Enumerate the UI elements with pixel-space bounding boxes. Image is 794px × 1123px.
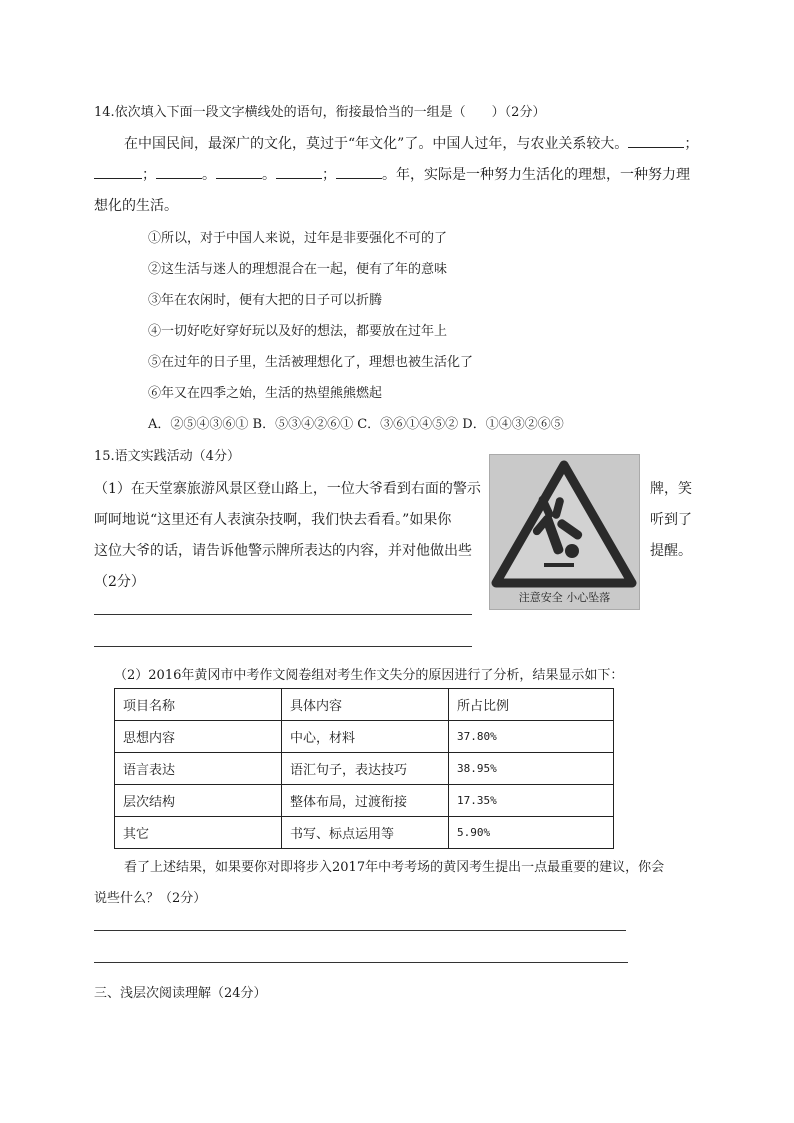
punct-semicolon: ； [684, 136, 699, 152]
table-cell: 中心，材料 [282, 721, 449, 753]
section3-heading: 三、浅层次阅读理解（24分） [94, 986, 267, 1001]
table-cell: 37.80% [449, 721, 614, 753]
answer-blank[interactable] [336, 166, 382, 179]
q14-option-5: ⑤在过年的日子里，生活被理想化了，理想也被生活化了 [148, 355, 474, 370]
q14-option-3: ③年在农闲时，便有大把的日子可以折腾 [148, 293, 383, 308]
punct-semicolon: ； [322, 167, 336, 183]
table-header-cell: 具体内容 [282, 689, 449, 721]
q15-part1-line3: 这位大爷的话，请告诉他警示牌所表达的内容，并对他做出些 [94, 543, 472, 559]
q14-paragraph-text2: 。年，实际是一种努力生活化的理想，一种努力理 [382, 167, 690, 183]
answer-blank[interactable] [216, 166, 262, 179]
table-header-cell: 所占比例 [449, 689, 614, 721]
error-analysis-table [114, 688, 614, 849]
table-cell: 38.95% [449, 753, 614, 785]
q14-option-2: ②这生活与迷人的理想混合在一起，便有了年的意味 [148, 262, 448, 277]
q14-paragraph-line1 [124, 133, 698, 153]
q15-part2-prompt-line1: 看了上述结果，如果要你对即将步入2017年中考考场的黄冈考生提出一点最重要的建议，你会 [124, 860, 665, 875]
table-cell: 语汇句子，表达技巧 [282, 753, 449, 785]
answer-line[interactable] [94, 614, 472, 615]
punct-semicolon: ； [142, 167, 156, 183]
q15-part1-line2: 呵呵地说“这里还有人表演杂技啊，我们快去看看。”如果你 [94, 512, 452, 528]
table-cell: 17.35% [449, 785, 614, 817]
sign-caption: 注意安全 小心坠落 [518, 591, 611, 604]
q15-heading: 15.语文实践活动（4分） [94, 449, 240, 464]
q15-part2-prompt-line2: 说些什么？（2分） [94, 891, 207, 906]
q15-part1-line4: （2分） [94, 574, 145, 590]
answer-line[interactable] [94, 646, 472, 647]
q14-option-4: ④一切好吃好穿好玩以及好的想法，都要放在过年上 [148, 324, 448, 339]
table-cell: 书写、标点运用等 [282, 817, 449, 849]
table-header-row [115, 689, 614, 721]
table-cell: 其它 [115, 817, 282, 849]
answer-line[interactable] [94, 930, 626, 931]
answer-blank[interactable] [276, 166, 322, 179]
q14-paragraph-text1: 在中国民间，最深广的文化，莫过于“年文化”了。中国人过年，与农业关系较大。 [124, 136, 629, 152]
warning-sign-image [489, 454, 640, 610]
answer-line[interactable] [94, 962, 628, 963]
answer-blank[interactable] [628, 135, 684, 148]
q15-part1-line3-right: 提醒。 [650, 543, 692, 559]
table-cell: 层次结构 [115, 785, 282, 817]
answer-blank[interactable] [94, 166, 142, 179]
q14-option-1: ①所以，对于中国人来说，过年是非要强化不可的了 [148, 231, 448, 246]
q15-part1-line1: （1）在天堂寨旅游风景区登山路上，一位大爷看到右面的警示 [94, 481, 481, 497]
punct-period: 。 [262, 167, 276, 183]
table-cell: 语言表达 [115, 753, 282, 785]
table-row [115, 753, 614, 785]
falling-person-warning-icon [490, 455, 639, 609]
table-row [115, 817, 614, 849]
table-cell: 5.90% [449, 817, 614, 849]
q14-answer-choices[interactable]: A．②⑤④③⑥① B．⑤③④②⑥① C．③⑥①④⑤② D．①④③②⑥⑤ [148, 417, 564, 432]
q14-heading: 14.依次填入下面一段文字横线处的语句，衔接最恰当的一组是（ ）（2分） [94, 105, 546, 120]
q15-part2-intro: （2）2016年黄冈市中考作文阅卷组对考生作文失分的原因进行了分析，结果显示如下： [114, 668, 624, 683]
q14-option-6: ⑥年又在四季之始，生活的热望熊熊燃起 [148, 386, 383, 401]
q15-part1-line1-right: 牌，笑 [650, 481, 692, 497]
answer-blank[interactable] [156, 166, 202, 179]
table-header-cell: 项目名称 [115, 689, 282, 721]
table-row [115, 721, 614, 753]
q14-paragraph-line2 [94, 164, 690, 184]
q14-paragraph-line3: 想化的生活。 [94, 198, 178, 214]
q15-part1-line2-right: 听到了 [650, 512, 692, 528]
table-cell: 整体布局，过渡衔接 [282, 785, 449, 817]
table-row [115, 785, 614, 817]
table-cell: 思想内容 [115, 721, 282, 753]
punct-period: 。 [202, 167, 216, 183]
